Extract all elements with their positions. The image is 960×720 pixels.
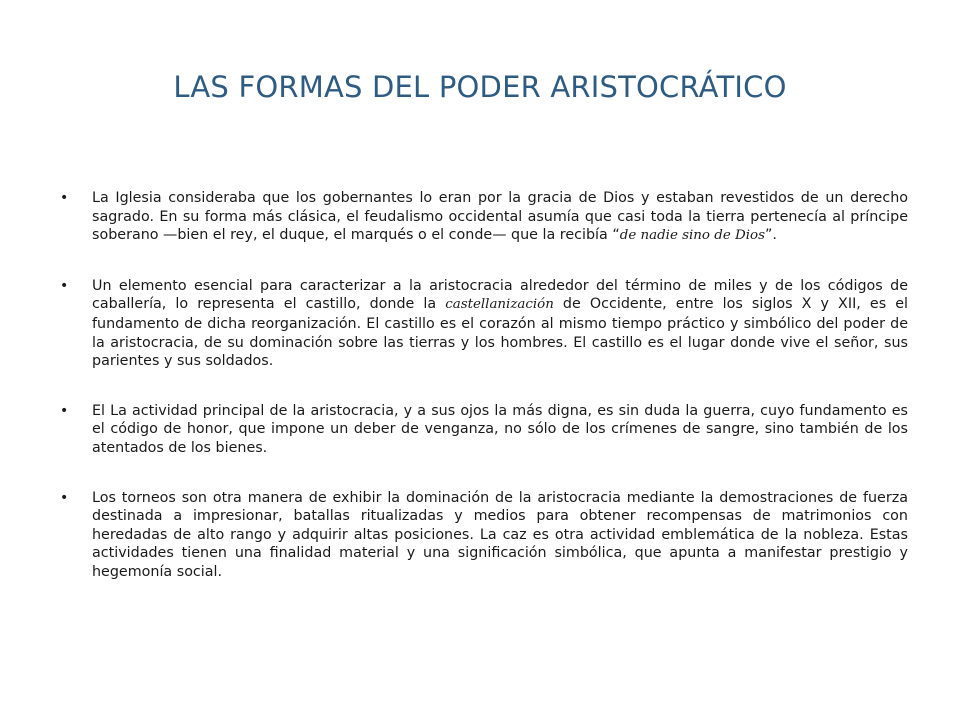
bullet-italic-quote: de nadie sino de Dios xyxy=(619,228,765,244)
bullet-item-torneos xyxy=(60,489,908,582)
bullet-text: Un elemento esencial para caracterizar a la aristocracia alrededor del término de miles y de los códigos de caballería, lo representa el castillo, donde la xyxy=(92,277,908,313)
bullet-italic-term: castellanización xyxy=(445,297,554,313)
bullet-dot: • xyxy=(60,277,69,294)
bullet-dot: • xyxy=(60,402,69,419)
bullet-list xyxy=(60,189,908,613)
bullet-item-castillo xyxy=(60,277,908,371)
bullet-text-end: ”. xyxy=(764,227,777,244)
bullet-item-iglesia xyxy=(60,189,908,246)
bullet-text: La Iglesia consideraba que los gobernantes lo eran por la gracia de Dios y estaban revestidos de un derecho sagrado. En su forma más clásica, el feudalismo occidental asumía que casi toda la tierra pertenecía al príncipe soberano —bien el rey, el duque, el marqués o el conde— que la recibía “ xyxy=(92,190,908,244)
slide-title: LAS FORMAS DEL PODER ARISTOCRÁTICO xyxy=(173,70,787,104)
bullet-dot: • xyxy=(60,489,69,506)
bullet-text: Los torneos son otra manera de exhibir la dominación de la aristocracia mediante la demostraciones de fuerza destinada a impresionar, batallas ritualizadas y medios para obtener recompensas de matrimonios con heredadas de alto rango y adquirir altas posiciones. La caz es otra actividad emblemática de la nobleza. Estas actividades tienen una finalidad material y una significación simbólica, que apunta a manifestar prestigio y hegemonía social. xyxy=(92,489,908,580)
bullet-text-end: de Occidente, entre los siglos X y XII, es el fundamento de dicha reorganización. El castillo es el corazón al mismo tiempo práctico y simbólico del poder de la aristocracia, de su dominación sobre las tierras y los hombres. El castillo es el lugar donde vive el señor, sus parientes y sus soldados. xyxy=(92,296,908,370)
bullet-text: El La actividad principal de la aristocracia, y a sus ojos la más digna, es sin duda la guerra, cuyo fundamento es el código de honor, que impone un deber de venganza, no sólo de los crímenes de sangre, sino también de los atentados de los bienes. xyxy=(92,402,908,456)
bullet-item-guerra xyxy=(60,402,908,458)
bullet-dot: • xyxy=(60,190,69,206)
